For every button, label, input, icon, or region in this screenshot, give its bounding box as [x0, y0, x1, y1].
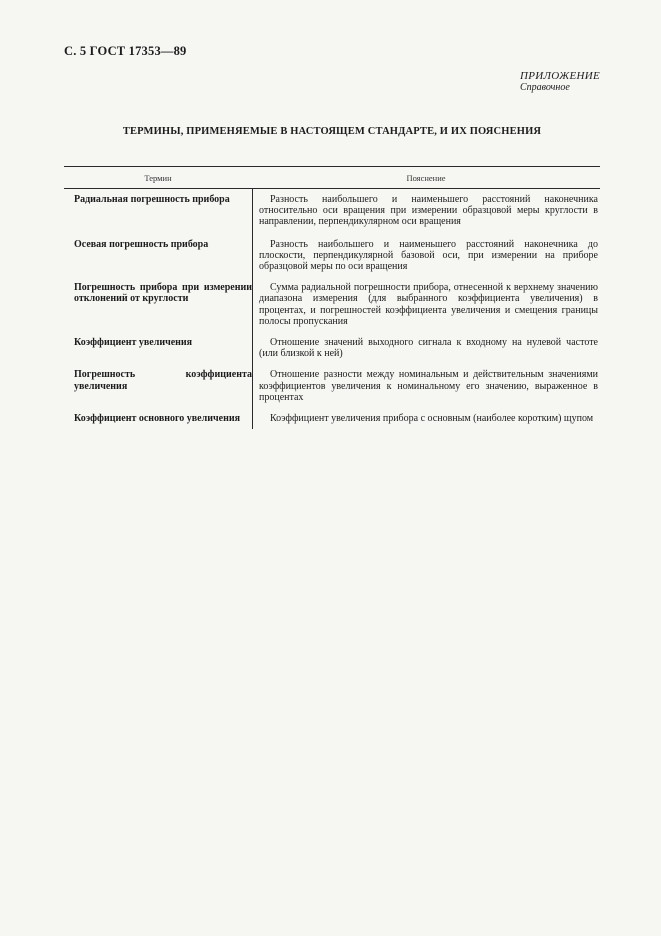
table-body [64, 189, 600, 424]
terms-table [64, 166, 600, 424]
table-row [64, 337, 600, 359]
column-divider [252, 189, 253, 429]
term-cell: Погрешность прибора при измерении отклонений от круглости [74, 282, 252, 305]
explanation-cell: Разность наибольшего и наименьшего расстояний наконечника относительно оси вращения при измерении образцовой меры круглости в направлении, перпендикулярном оси вращения [259, 194, 598, 228]
table-header-row [64, 167, 600, 188]
term-cell: Коэффициент увеличения [74, 337, 193, 349]
term-cell: Осевая погрешность прибора [74, 238, 209, 250]
term-cell: Радиальная погрешность прибора [74, 194, 230, 205]
term-cell: Коэффициент основного увеличения [74, 413, 241, 425]
term-cell: Погрешность коэффициента увеличения [74, 369, 252, 392]
appendix-note: Справочное [520, 82, 570, 93]
page-header: С. 5 ГОСТ 17353—89 [64, 44, 187, 58]
explanation-cell: Отношение разности между номинальным и действительным значениями коэффициентов увеличения к номинальному его значению, выраженное в процентах [259, 369, 598, 403]
document-title: ТЕРМИНЫ, ПРИМЕНЯЕМЫЕ В НАСТОЯЩЕМ СТАНДАРТЕ, И ИХ ПОЯСНЕНИЯ [122, 126, 542, 137]
table-row [64, 413, 600, 424]
table-row [64, 282, 600, 327]
appendix-block [520, 70, 600, 93]
appendix-title: ПРИЛОЖЕНИЕ [520, 70, 600, 82]
explanation-cell: Разность наибольшего и наименьшего расстояний наконечника до плоскости, перпендикулярной базовой оси, при измерении на приборе образцовой меры по оси вращения [259, 238, 598, 273]
table-row [64, 239, 600, 273]
explanation-cell: Коэффициент увеличения прибора с основным (наиболее коротким) щупом [270, 413, 594, 425]
header-term: Термин [144, 172, 172, 183]
explanation-cell: Сумма радиальной погрешности прибора, отнесенной к верхнему значению диапазона измерения (для выбранного коэффициента увеличения) в процентах, и погрешностей коэффициента увеличения и смещения границы полосы пропускания [259, 282, 598, 327]
explanation-cell: Отношение значений выходного сигнала к входному на нулевой частоте (или близкой к ней) [259, 337, 598, 360]
header-explanation: Пояснение [406, 172, 446, 183]
table-row [64, 194, 600, 228]
table-row [64, 369, 600, 403]
